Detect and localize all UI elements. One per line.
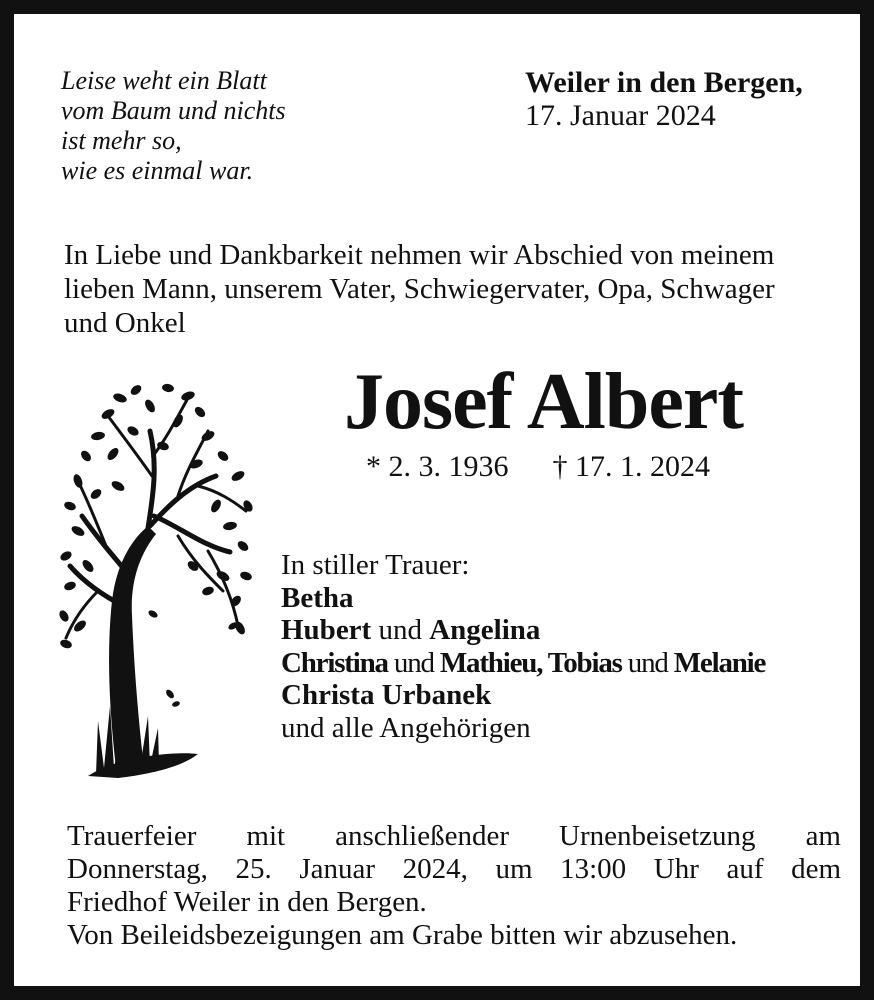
mourners-heading: In stiller Trauer: [281,549,470,581]
funeral-line: Von Beileidsbezeigungen am Grabe bitten wir abzusehen. [67,919,738,951]
conjunction: und [378,614,422,646]
tree-silhouette-icon [58,376,258,784]
notice-date: 17. Januar 2024 [525,99,716,132]
intro-line: und Onkel [64,307,186,339]
poem-line: Leise weht ein Blatt [61,66,267,95]
poem-verse [61,66,286,186]
intro-text [64,238,854,340]
mourner-name: Mathieu, Tobias [439,646,622,679]
mourner-name: Christa Urbanek [281,679,492,711]
place-city: Weiler in den Bergen, [525,66,803,99]
mourner-name: Christina [281,646,388,679]
mourner-name: Betha [281,581,354,614]
birth-date: * 2. 3. 1936 [366,450,509,483]
death-date: † 17. 1. 2024 [552,450,710,483]
funeral-line: Donnerstag, 25. Januar 2024, um 13:00 Uhr auf dem [67,853,841,885]
intro-line: lieben Mann, unserem Vater, Schwiegervater, Opa, Schwager [64,273,775,305]
poem-line: wie es einmal war. [61,156,254,185]
intro-line: In Liebe und Dankbarkeit nehmen wir Abschied von meinem [64,239,775,271]
mourner-line [281,614,765,647]
deceased-name: Josef Albert [344,358,744,446]
conjunction: und [627,646,668,679]
funeral-info [67,820,841,952]
mourner-name: Melanie [673,646,766,679]
mourner-name: Hubert [281,614,372,646]
poem-line: vom Baum und nichts [61,96,286,125]
place-date [525,66,803,132]
conjunction: und [393,646,434,679]
poem-line: ist mehr so, [61,126,182,155]
funeral-line: Friedhof Weiler in den Bergen. [67,886,427,918]
mourner-name: Angelina [429,614,541,646]
funeral-line: Trauerfeier mit anschließender Urnenbeisetzung am [67,820,841,852]
mourner-line [281,647,765,680]
life-dates [366,450,710,484]
mourners-list [281,549,765,744]
mourners-closing: und alle Angehörigen [281,711,531,744]
